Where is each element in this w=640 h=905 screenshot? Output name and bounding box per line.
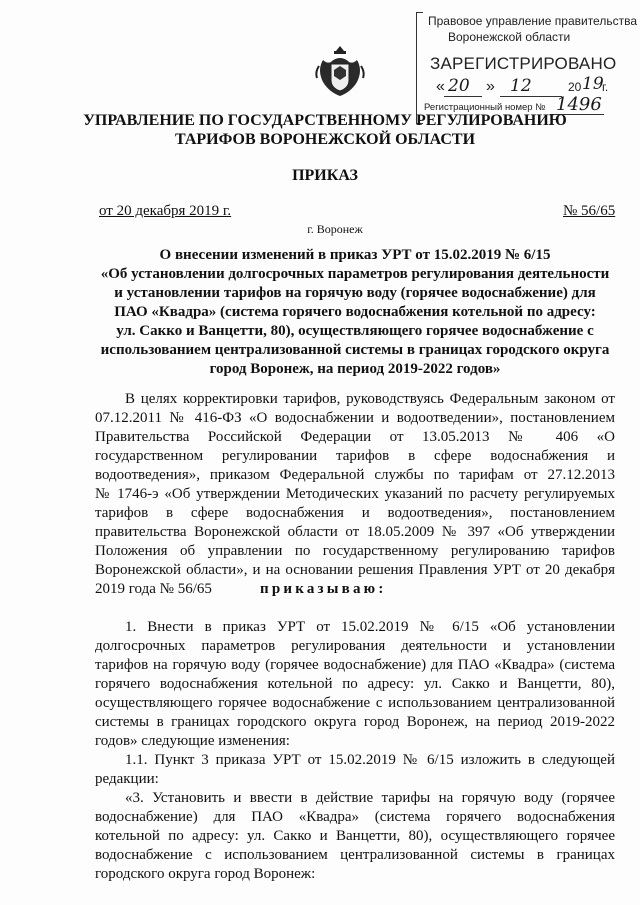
coat-of-arms-emblem <box>315 40 365 100</box>
stamp-line1: Правовое управление правительства <box>428 14 637 28</box>
preamble-line: водоотведения», приказом Федеральной службы по тарифам от 27.12.2013 <box>95 467 615 483</box>
item3-line: котельной по адресу: ул. Сакко и Ванцетти, 80), осуществляющего горячее <box>95 828 615 844</box>
stamp-date: « 20 » 12 20 19 г. <box>436 74 609 96</box>
preamble-line: Положения об управлении по государственному регулированию тарифов <box>95 543 615 559</box>
preamble-line: тарифов в сфере водоснабжения и водоотведения», постановлением <box>95 505 615 521</box>
subject-line: использованием централизованной системы в границах городского округа <box>100 342 610 358</box>
preamble-line: № 1746-э «Об утверждении Методических указаний по расчету регулируемых <box>95 486 615 502</box>
preamble-line: Воронежской области», и на основании решения Правления УРТ от 20 декабря <box>95 562 615 578</box>
doc-date: от 20 декабря 2019 г. <box>99 203 232 219</box>
stamp-year-suffix: 19 <box>582 74 604 94</box>
preamble-line: 2019 года № 56/65 <box>95 581 212 597</box>
item3-line: водоснабжение) для ПАО «Квадра» (система горячего водоснабжения <box>95 809 615 825</box>
subject-line: и установлении тарифов на горячую воду (горячее водоснабжение) для <box>114 285 596 301</box>
subject-line: О внесении изменений в приказ УРТ от 15.02.2019 № 6/15 <box>159 247 551 263</box>
stamp-month: 12 <box>510 76 532 96</box>
stamp-day: 20 <box>448 76 470 96</box>
registration-stamp <box>416 6 637 118</box>
item1-1-line: редакции: <box>95 771 159 787</box>
stamp-bracket <box>416 12 423 124</box>
doc-number: № 56/65 <box>563 203 616 219</box>
item1-line: долгосрочных параметров регулирования деятельности и установлении <box>95 638 615 654</box>
org-name-line1: УПРАВЛЕНИЕ ПО ГОСУДАРСТВЕННОМУ РЕГУЛИРОВАНИЮ <box>83 112 567 129</box>
doc-city: г. Воронеж <box>307 222 363 236</box>
item3-line: «3. Установить и ввести в действие тарифы на горячую воду (горячее <box>125 790 615 806</box>
subject-line: ул. Сакко и Ванцетти, 80), осуществляющего горячее водоснабжение с <box>116 323 594 339</box>
item3-line: водоснабжение с использованием централизованной системы в границах <box>95 847 615 863</box>
stamp-line2: Воронежской области <box>448 30 571 44</box>
org-name-line2: ТАРИФОВ ВОРОНЕЖСКОЙ ОБЛАСТИ <box>174 131 476 148</box>
preamble-line: 07.12.2011 № 416-ФЗ «О водоснабжении и водоотведении», постановлением <box>95 410 615 426</box>
preamble-line: В целях корректировки тарифов, руководствуясь Федеральным законом от <box>125 391 615 407</box>
stamp-registered: ЗАРЕГИСТРИРОВАНО <box>430 54 617 73</box>
subject-line: «Об установлении долгосрочных параметров регулирования деятельности <box>100 266 610 282</box>
stamp-year-prefix: 20 <box>568 80 582 94</box>
item1-line: годов» следующие изменения: <box>95 733 290 749</box>
item1-line: 1. Внести в приказ УРТ от 15.02.2019 № 6/15 «Об установлении <box>125 619 615 635</box>
subject-line: ПАО «Квадра» (система горячего водоснабжения котельной по адресу: <box>114 304 596 320</box>
doc-type: ПРИКАЗ <box>292 167 358 184</box>
item1-1-line: 1.1. Пункт 3 приказа УРТ от 15.02.2019 № 6/15 изложить в следующей <box>125 752 615 768</box>
item3-line: городского округа город Воронеж: <box>95 866 316 882</box>
stamp-reg-label: Регистрационный номер № <box>424 102 546 113</box>
item1-line: системы в границах городского округа город Воронеж, на период 2019-2022 <box>95 714 615 730</box>
item1-line: горячего водоснабжения котельной по адресу: ул. Сакко и Ванцетти, 80), <box>95 676 615 692</box>
preamble-line: правительства Воронежской области от 18.05.2009 № 397 «Об утверждении <box>95 524 615 540</box>
item1-line: тарифов на горячую воду (горячее водоснабжение) для ПАО «Квадра» (система <box>95 657 615 673</box>
stamp-reg-number: 1496 <box>556 94 602 115</box>
preamble-line: Правительства Российской Федерации от 13.05.2013 № 406 «О <box>95 429 615 445</box>
order-word: приказываю: <box>260 581 387 597</box>
subject-line: город Воронеж, на период 2019-2022 годов» <box>209 361 501 377</box>
preamble-line: государственном регулировании тарифов в сфере водоснабжения и <box>95 448 615 464</box>
item1-line: осуществляющего горячее водоснабжение с использованием централизованной <box>95 695 615 711</box>
